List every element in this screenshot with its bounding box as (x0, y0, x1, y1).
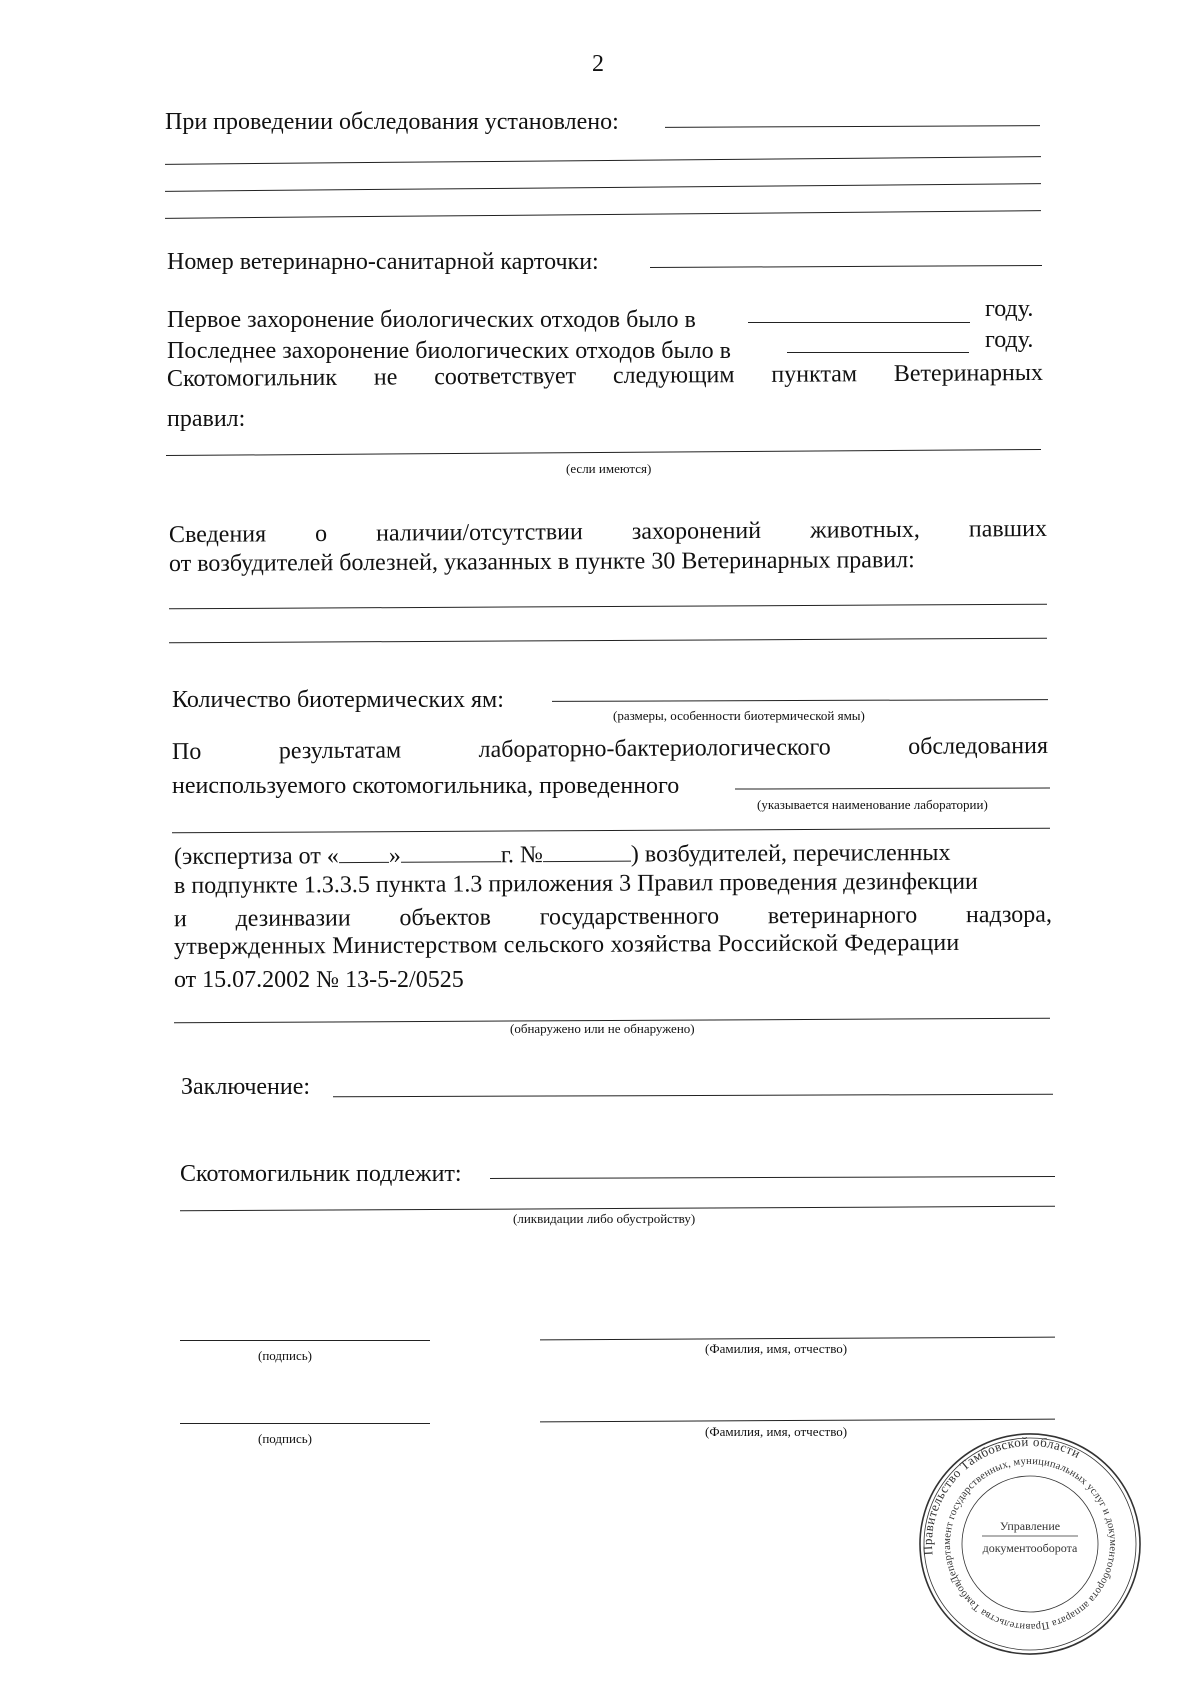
survey-answer-line-3 (165, 183, 1041, 192)
conclusion-label: Заключение: (181, 1074, 311, 1100)
noncompliance-answer-line (166, 449, 1041, 456)
lab-results-word: обследования (908, 732, 1049, 760)
burials-info-word: Сведения (168, 521, 267, 549)
last-burial-year-line (787, 352, 969, 353)
first-burial-label: Первое захоронение биологических отходов было в (167, 307, 696, 333)
signature-line-2 (180, 1423, 430, 1424)
noncompliance-hint: (если имеются) (566, 461, 652, 476)
vet-card-answer-line (650, 265, 1042, 268)
official-stamp (916, 1430, 1144, 1658)
expertise-day-blank (339, 844, 389, 863)
noncompliance-line-1 (167, 359, 1043, 393)
expertise-month-blank (401, 843, 501, 863)
survey-answer-line-2 (165, 156, 1041, 165)
stamp-center-line-2: документооборота (982, 1541, 1078, 1555)
expertise-part-4: ) возбудителей, перечисленных (630, 839, 951, 868)
stamp-outer-textpath: Правительство Тамбовской области (919, 1433, 1084, 1556)
burials-info-word: о (315, 520, 328, 548)
noncompliance-word: Ветеринарных (893, 359, 1044, 387)
lab-results-word: По (171, 738, 202, 766)
burials-answer-line-1 (169, 604, 1047, 610)
expertise-part-3: г. № (500, 842, 543, 869)
page-number: 2 (592, 51, 604, 77)
burials-info-line-1 (169, 515, 1047, 549)
last-burial-suffix: году. (985, 327, 1034, 353)
lab-name-hint: (указывается наименование лаборатории) (757, 797, 988, 812)
stamp-center-line-1: Управление (999, 1519, 1061, 1533)
fullname-hint-2: (Фамилия, имя, отчество) (705, 1424, 848, 1439)
expertise-number-blank (543, 843, 631, 862)
first-burial-year-line (748, 322, 970, 323)
noncompliance-word: следующим (612, 362, 735, 389)
fullname-line-2 (540, 1419, 1055, 1423)
expertise-word: дезинвазии (235, 905, 351, 932)
stamp-middle-textpath: Департамент государственных, муниципальных услуг и документооборота аппарата Правительства Тамбовской (941, 1455, 1119, 1633)
signature-line-1 (180, 1340, 430, 1341)
lab-results-word: лабораторно-бактериологического (478, 734, 831, 763)
expertise-word: ветеринарного (767, 902, 918, 930)
expertise-word: и (173, 906, 187, 933)
burials-info-word: павших (968, 515, 1048, 543)
signature-hint-2: (подпись) (258, 1431, 312, 1446)
signature-hint-1: (подпись) (258, 1348, 312, 1363)
survey-answer-line-4 (165, 210, 1041, 219)
fullname-line-1 (540, 1337, 1055, 1341)
noncompliance-word: соответствует (434, 363, 577, 391)
noncompliance-word: пунктам (771, 361, 858, 388)
lab-results-word: результатам (278, 737, 402, 765)
burials-info-word: захоронений (631, 517, 762, 545)
conclusion-answer-line (333, 1094, 1053, 1098)
lab-name-line (735, 787, 1050, 789)
lab-name-line-2 (172, 828, 1050, 834)
lab-results-line-1 (172, 732, 1048, 766)
subject-answer-line-1 (490, 1176, 1055, 1179)
last-burial-label: Последнее захоронение биологических отходов было в (167, 338, 731, 364)
burials-info-line-2: от возбудителей болезней, указанных в пункте 30 Ветеринарных правил: (168, 547, 915, 577)
lab-results-line-2: неиспользуемого скотомогильника, проведенного (172, 773, 680, 799)
expertise-word: объектов (399, 904, 492, 932)
expertise-word: государственного (539, 903, 720, 931)
subject-hint: (ликвидации либо обустройству) (513, 1211, 696, 1226)
expertise-line-4: утвержденных Министерством сельского хозяйства Российской Федерации (173, 929, 960, 960)
first-burial-suffix: году. (985, 296, 1034, 322)
expertise-word: надзора, (965, 901, 1052, 929)
burials-info-word: животных, (809, 516, 920, 544)
pits-hint: (размеры, особенности биотермической ямы) (613, 708, 865, 723)
expertise-result-hint: (обнаружено или не обнаружено) (510, 1021, 695, 1036)
expertise-part-2: » (388, 842, 401, 869)
fullname-hint-1: (Фамилия, имя, отчество) (705, 1341, 848, 1356)
burials-answer-line-2 (169, 638, 1047, 644)
expertise-line-2: в подпункте 1.3.3.5 пункта 1.3 приложения 3 Правил проведения дезинфекции (173, 868, 978, 899)
expertise-part-1: (экспертиза от « (173, 843, 339, 870)
pits-answer-line (552, 699, 1048, 702)
pits-label: Количество биотермических ям: (172, 687, 504, 713)
expertise-line-1 (174, 839, 951, 871)
survey-found-label: При проведении обследования установлено: (165, 109, 619, 135)
noncompliance-word: Скотомогильник (166, 364, 338, 393)
burials-info-word: наличии/отсутствии (376, 519, 583, 547)
survey-answer-line-1 (665, 125, 1040, 128)
subject-label: Скотомогильник подлежит: (180, 1161, 462, 1187)
noncompliance-line-2: правил: (167, 406, 246, 432)
expertise-line-5: от 15.07.2002 № 13-5-2/0525 (174, 967, 464, 993)
vet-card-label: Номер ветеринарно-санитарной карточки: (167, 249, 599, 275)
noncompliance-word: не (373, 364, 398, 391)
